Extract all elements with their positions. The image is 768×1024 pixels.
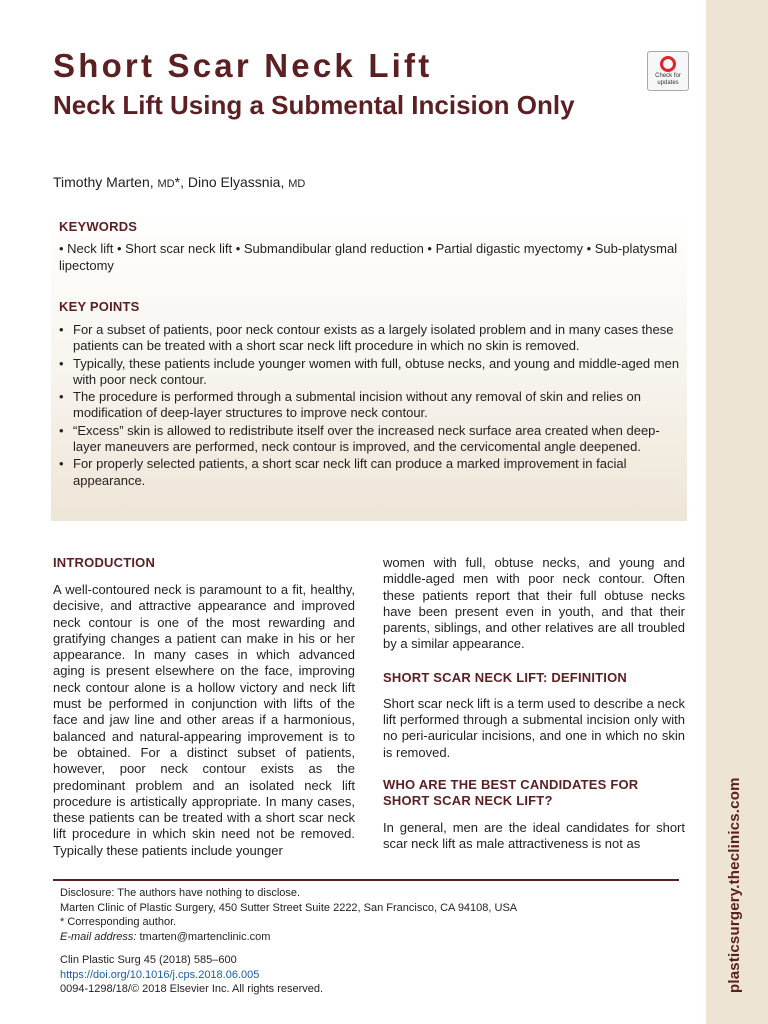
key-point-item: • Typically, these patients include younger women with full, obtuse necks, and young and middle-aged men with poor neck contour. [59, 356, 681, 389]
article-title: Short Scar Neck Lift [53, 47, 433, 84]
keywords-heading: KEYWORDS [59, 219, 138, 234]
citation: Clin Plastic Surg 45 (2018) 585–600 [60, 954, 237, 966]
key-point-item: • For a subset of patients, poor neck contour exists as a largely isolated problem and in many cases these patients can be treated with a short scar neck lift procedure in which no skin is removed. [59, 322, 681, 355]
journal-url[interactable]: plasticsurgery.theclinics.com [726, 777, 743, 993]
left-column [53, 555, 355, 859]
footnote-rule [53, 879, 679, 881]
candidates-heading: WHO ARE THE BEST CANDIDATES FOR SHORT SCAR NECK LIFT? [383, 776, 639, 808]
introduction-heading: INTRODUCTION [53, 555, 156, 570]
key-points-heading: KEY POINTS [59, 299, 140, 314]
footnotes [60, 886, 680, 997]
right-column [383, 555, 685, 853]
keywords-list: • Neck lift • Short scar neck lift • Submandibular gland reduction • Partial digastic myectomy • Sub-platysmal lipectomy [59, 241, 678, 273]
corresponding-author: * Corresponding author. [60, 916, 177, 928]
definition-text: Short scar neck lift is a term used to describe a neck lift performed through a submental incision only with no peri-auricular incisions, and one in which no skin is removed. [383, 695, 685, 760]
key-points-list [59, 322, 681, 490]
abstract-panel [51, 209, 687, 521]
check-for-updates-badge[interactable] [647, 51, 689, 91]
email-address[interactable]: tmarten@martenclinic.com [136, 930, 271, 943]
definition-heading: SHORT SCAR NECK LIFT: DEFINITION [383, 669, 628, 685]
badge-label: Check for updates [655, 73, 681, 86]
candidates-text: In general, men are the ideal candidates for short scar neck lift as male attractiveness is not as [383, 819, 685, 852]
article-subtitle: Neck Lift Using a Submental Incision Only [53, 90, 575, 120]
doi-link[interactable]: https://doi.org/10.1016/j.cps.2018.06.005 [60, 968, 260, 981]
introduction-text: A well-contoured neck is paramount to a fit, healthy, decisive, and attractive appearance and improved neck contour is one of the most rewarding and gratifying changes a patient can make in his or her appearance. In many cases in which advanced aging is present elsewhere on the face, improving neck contour alone is a hollow victory and neck lift must be performed in conjunction with lifts of the face and jaw line and other areas if a harmonious, balanced and natural-appearing improvement is to be obtained. For a distinct subset of patients, however, poor neck contour exists as the predominant problem and an isolated neck lift procedure is artistically appropriate. In many cases, these patients can be treated with a short scar neck lift procedure in which skin need not be removed. Typically these patients include younger [53, 582, 355, 858]
copyright: 0094-1298/18/© 2018 Elsevier Inc. All rights reserved. [60, 983, 324, 995]
bookmark-icon [660, 56, 676, 72]
author-list: Timothy Marten, MD*, Dino Elyassnia, MD [53, 174, 306, 190]
continued-text: women with full, obtuse necks, and young and middle-aged men with poor neck contour. Often these patients report that their full obtuse necks have been present even in youth, and that their parents, siblings, and other relatives are all troubled by a similar appearance. [383, 555, 685, 652]
key-point-item: • The procedure is performed through a submental incision without any removal of skin and relies on modification of deep-layer structures to improve neck contour. [59, 389, 681, 422]
key-point-item: • For properly selected patients, a short scar neck lift can produce a marked improvement in facial appearance. [59, 456, 681, 489]
affiliation: Marten Clinic of Plastic Surgery, 450 Sutter Street Suite 2222, San Francisco, CA 94108, USA [60, 901, 518, 914]
disclosure: Disclosure: The authors have nothing to disclose. [60, 887, 301, 899]
email-line: E-mail address: tmarten@martenclinic.com [60, 930, 271, 943]
key-point-item: • “Excess” skin is allowed to redistribute itself over the increased neck surface area created when deep-layer maneuvers are performed, neck contour is improved, and the cervicomental angle deepened. [59, 423, 681, 456]
